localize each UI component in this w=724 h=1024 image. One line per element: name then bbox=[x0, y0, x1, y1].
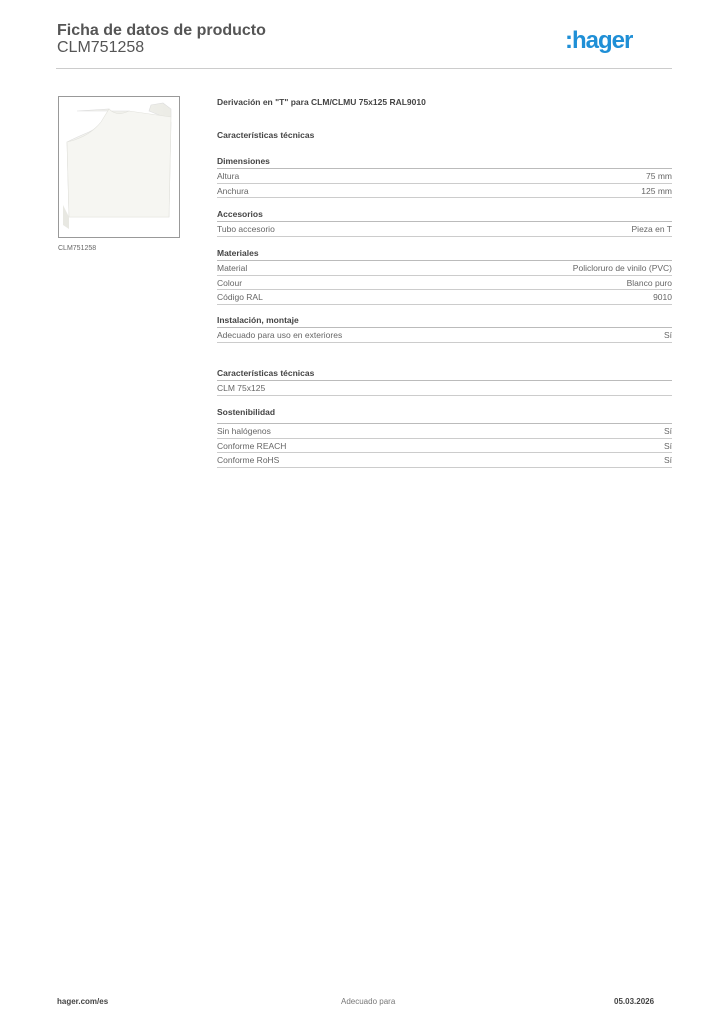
spec-row bbox=[217, 276, 672, 291]
spec-value: Policloruro de vinilo (PVC) bbox=[572, 263, 672, 273]
spec-value: Sí bbox=[663, 455, 672, 465]
spec-row bbox=[217, 290, 672, 305]
spec-section bbox=[217, 208, 672, 237]
hager-logo: :hager bbox=[565, 27, 633, 54]
spec-row bbox=[217, 184, 672, 199]
spec-value: Sí bbox=[663, 330, 672, 340]
spec-row bbox=[217, 381, 672, 396]
spec-row bbox=[217, 453, 672, 468]
spec-value: 125 mm bbox=[641, 185, 672, 196]
section-heading: Dimensiones bbox=[217, 155, 672, 169]
spec-section bbox=[217, 247, 672, 305]
spec-label: Conforme RoHS bbox=[217, 455, 280, 465]
spec-section bbox=[217, 314, 672, 343]
page-title: Ficha de datos de producto bbox=[57, 22, 266, 39]
section-heading: Sostenibilidad bbox=[217, 406, 672, 424]
t-junction-image bbox=[59, 97, 179, 237]
spec-section bbox=[217, 155, 672, 198]
spec-label: Anchura bbox=[217, 185, 249, 196]
product-code: CLM751258 bbox=[57, 39, 145, 56]
spec-row bbox=[217, 424, 672, 439]
product-image bbox=[58, 96, 180, 238]
section-heading: Materiales bbox=[217, 247, 672, 261]
spec-section bbox=[217, 367, 672, 396]
spec-label: Sin halógenos bbox=[217, 426, 271, 436]
spec-label: Adecuado para uso en exteriores bbox=[217, 330, 343, 340]
footer-website[interactable]: hager.com/es bbox=[57, 997, 109, 1006]
spec-row bbox=[217, 328, 672, 343]
spec-row bbox=[217, 222, 672, 237]
spec-row bbox=[217, 169, 672, 184]
spec-label: Conforme REACH bbox=[217, 440, 287, 451]
spec-row bbox=[217, 439, 672, 454]
spec-label: CLM 75x125 bbox=[217, 383, 266, 393]
spec-value: Pieza en T bbox=[631, 224, 672, 234]
footer-center: Adecuado para bbox=[341, 997, 396, 1006]
footer-date: 05.03.2026 bbox=[614, 997, 655, 1006]
spec-section bbox=[217, 406, 672, 468]
section-heading: Instalación, montaje bbox=[217, 314, 672, 328]
spec-value: 75 mm bbox=[646, 171, 672, 181]
spec-value: Sí bbox=[663, 426, 672, 436]
spec-label: Tubo accesorio bbox=[217, 224, 275, 234]
spec-label: Material bbox=[217, 263, 248, 273]
header-divider bbox=[56, 68, 672, 69]
spec-row bbox=[217, 261, 672, 276]
spec-value: Sí bbox=[663, 440, 672, 451]
spec-label: Altura bbox=[217, 171, 240, 181]
section-heading: Características técnicas bbox=[217, 367, 672, 381]
section-heading: Accesorios bbox=[217, 208, 672, 222]
spec-value: Blanco puro bbox=[626, 277, 672, 288]
spec-label: Código RAL bbox=[217, 292, 263, 302]
spec-section bbox=[217, 129, 672, 142]
product-title: Derivación en "T" para CLM/CLMU 75x125 RAL9010 bbox=[217, 97, 426, 107]
spec-label: Colour bbox=[217, 277, 243, 288]
section-heading: Características técnicas bbox=[217, 130, 315, 140]
spec-value: 9010 bbox=[653, 292, 672, 302]
image-caption: CLM751258 bbox=[58, 245, 97, 252]
